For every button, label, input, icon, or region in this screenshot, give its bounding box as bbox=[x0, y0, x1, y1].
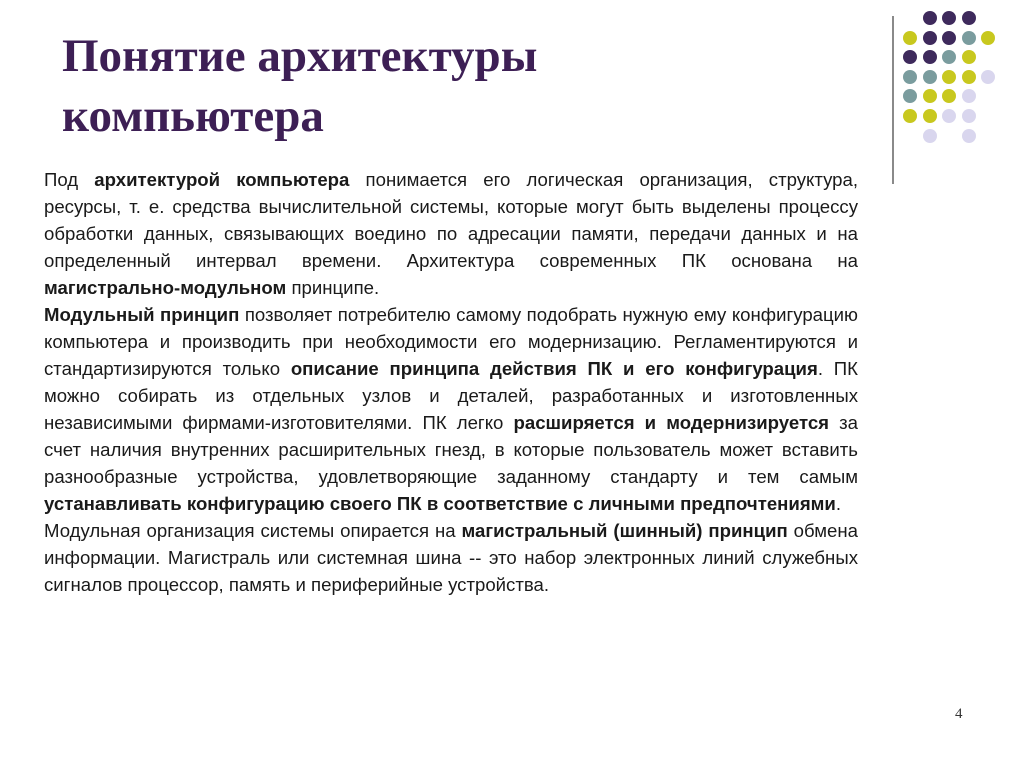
decorative-dot bbox=[962, 31, 976, 45]
paragraph bbox=[44, 301, 858, 517]
slide-body bbox=[44, 166, 858, 598]
decorative-dot bbox=[923, 50, 937, 64]
decorative-dot bbox=[962, 89, 976, 103]
decorative-dot bbox=[903, 31, 917, 45]
title-line-2: компьютера bbox=[62, 90, 324, 142]
text-segment: понимается его логическая организация, структура, ресурсы, т. е. средства вычислительной системы, которые могут быть выделены процессу обработки данных, связывающих воедино по адресации памяти, передачи данных и на определенный интервал времени. Архитектура современных ПК основана на bbox=[44, 169, 859, 271]
title-line-1: Понятие архитектуры bbox=[62, 30, 538, 82]
decorative-dot-grid bbox=[903, 11, 1003, 171]
decorative-dot bbox=[981, 31, 995, 45]
decorative-dot bbox=[942, 11, 956, 25]
paragraph bbox=[44, 517, 858, 598]
decorative-dot bbox=[981, 70, 995, 84]
decorative-dot bbox=[942, 70, 956, 84]
text-segment: Модульная организация системы опирается на bbox=[44, 520, 462, 541]
decorative-dot bbox=[903, 70, 917, 84]
decorative-dot bbox=[962, 70, 976, 84]
decorative-dot bbox=[923, 89, 937, 103]
vertical-divider bbox=[892, 16, 894, 184]
decorative-dot bbox=[903, 109, 917, 123]
decorative-dot bbox=[942, 50, 956, 64]
bold-term: расширяется и модернизируется bbox=[513, 412, 830, 433]
paragraph bbox=[44, 166, 858, 301]
decorative-dot bbox=[962, 109, 976, 123]
text-segment: принципе. bbox=[286, 277, 380, 298]
decorative-dot bbox=[942, 109, 956, 123]
decorative-dot bbox=[962, 129, 976, 143]
decorative-dot bbox=[962, 11, 976, 25]
decorative-dot bbox=[962, 50, 976, 64]
text-segment: за счет наличия внутренних расширительных гнезд, в которые пользователь может вставить разнообразные устройства, удовлетворяющие заданному стандарту и тем самым bbox=[44, 412, 858, 487]
text-segment: обмена информации. Магистраль или системная шина -- это набор электронных линий служебных сигналов процессор, память и периферийные устройства. bbox=[44, 520, 858, 595]
decorative-dot bbox=[923, 11, 937, 25]
bold-term: описание принципа действия ПК и его конфигурация bbox=[290, 358, 818, 379]
decorative-dot bbox=[923, 31, 937, 45]
text-segment: . bbox=[835, 493, 842, 514]
bold-term: архитектурой компьютера bbox=[94, 169, 350, 190]
text-segment: . ПК можно собирать из отдельных узлов и деталей, разработанных и изготовленных независимыми фирмами-изготовителями. ПК легко bbox=[44, 358, 858, 433]
bold-term: устанавливать конфигурацию своего ПК в соответствие с личными предпочтениями bbox=[44, 493, 836, 514]
bold-term: магистральный (шинный) принцип bbox=[461, 520, 788, 541]
text-segment: позволяет потребителю самому подобрать нужную ему конфигурацию компьютера и производить при необходимости его модернизацию. Регламентируются и стандартизируются только bbox=[44, 304, 858, 379]
bold-term: Модульный принцип bbox=[44, 304, 240, 325]
decorative-dot bbox=[923, 109, 937, 123]
decorative-dot bbox=[923, 129, 937, 143]
decorative-dot bbox=[923, 70, 937, 84]
decorative-dot bbox=[942, 89, 956, 103]
bold-term: магистрально-модульном bbox=[44, 277, 287, 298]
decorative-dot bbox=[903, 50, 917, 64]
page-number: 4 bbox=[955, 706, 963, 722]
decorative-dot bbox=[903, 89, 917, 103]
decorative-dot bbox=[942, 31, 956, 45]
text-segment: Под bbox=[44, 169, 95, 190]
slide-title bbox=[62, 26, 862, 146]
